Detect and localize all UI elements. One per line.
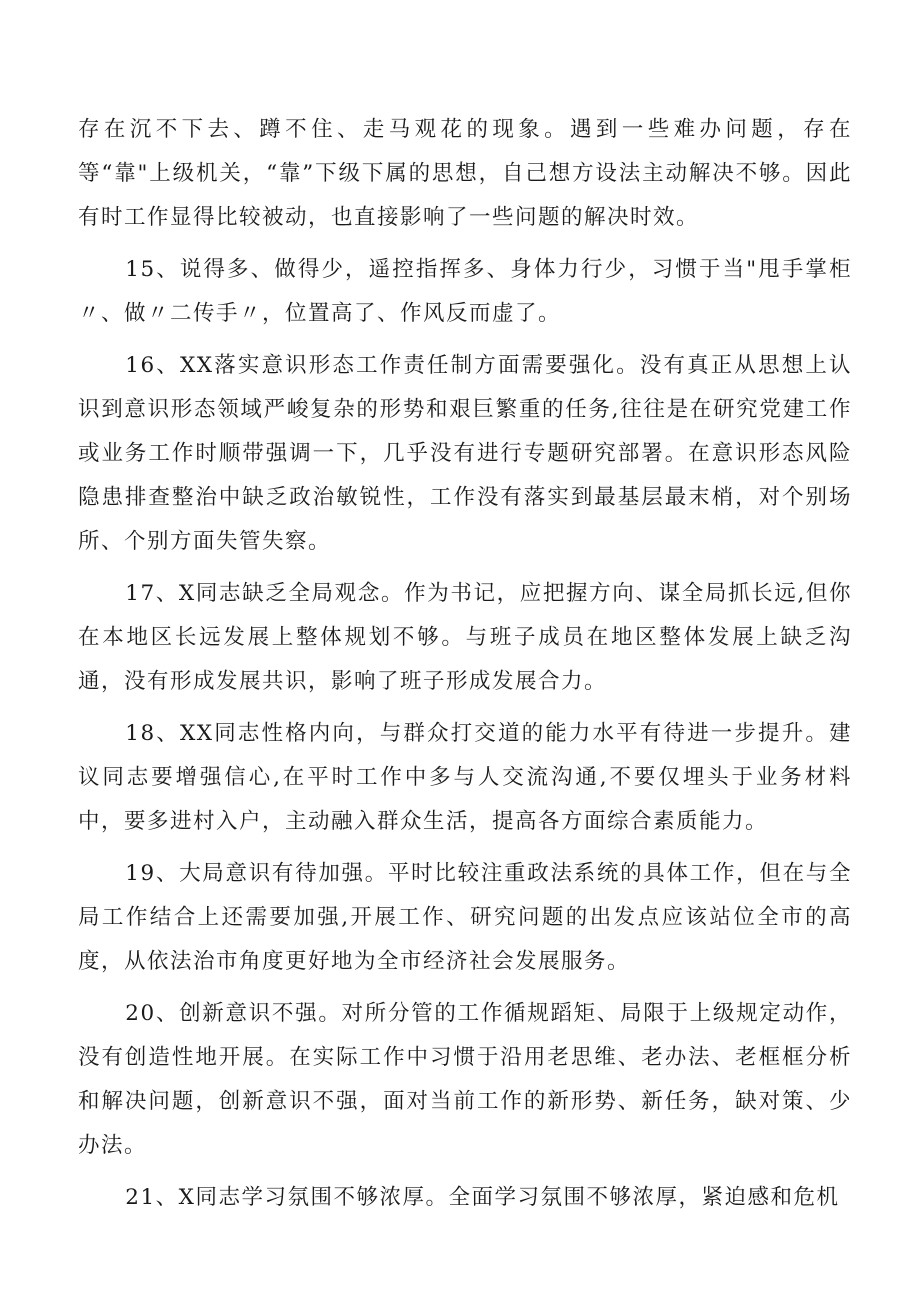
- paragraph-15: 15、说得多、做得少，遥控指挥多、身体力行少，习惯于当"甩手掌柜〃、做〃二传手〃，位置高了、作风反而虚了。: [78, 257, 852, 326]
- paragraph-16: 16、XX落实意识形态工作责任制方面需要强化。没有真正从思想上认识到意识形态领域严峻复杂的形势和艰巨繁重的任务,往往是在研究党建工作或业务工作时顺带强调一下，几乎没有进行专题研究部署。在意识形态风险隐患排查整治中缺乏政治敏锐性，工作没有落实到最基层最末梢，对个别场所、个别方面失管失察。: [78, 353, 852, 554]
- paragraph-19: 19、大局意识有待加强。平时比较注重政法系统的具体工作，但在与全局工作结合上还需要加强,开展工作、研究问题的出发点应该站位全市的高度，从依法治市角度更好地为全市经济社会发展服务。: [78, 861, 852, 974]
- paragraph-17: 17、X同志缺乏全局观念。作为书记，应把握方向、谋全局抓长远,但你在本地区长远发展上整体规划不够。与班子成员在地区整体发展上缺乏沟通，没有形成发展共识，影响了班子形成发展合力。: [78, 581, 852, 694]
- paragraph-20: 20、创新意识不强。对所分管的工作循规蹈矩、局限于上级规定动作，没有创造性地开展。在实际工作中习惯于沿用老思维、老办法、老框框分析和解决问题，创新意识不强，面对当前工作的新形势、新任务，缺对策、少办法。: [78, 1001, 852, 1158]
- paragraph-21: 21、X同志学习氛围不够浓厚。全面学习氛围不够浓厚，紧迫感和危机: [125, 1185, 840, 1210]
- paragraph-18: 18、XX同志性格内向，与群众打交道的能力水平有待进一步提升。建议同志要增强信心,在平时工作中多与人交流沟通,不要仅埋头于业务材料中，要多进村入户，主动融入群众生活，提高各方面综合素质能力。: [78, 721, 852, 834]
- paragraph-continuation: 存在沉不下去、蹲不住、走马观花的现象。遇到一些难办问题，存在等“靠"上级机关，“靠”下级下属的思想，自己想方设法主动解决不够。因此有时工作显得比较被动，也直接影响了一些问题的解决时效。: [78, 117, 852, 230]
- document-body: [78, 108, 852, 1220]
